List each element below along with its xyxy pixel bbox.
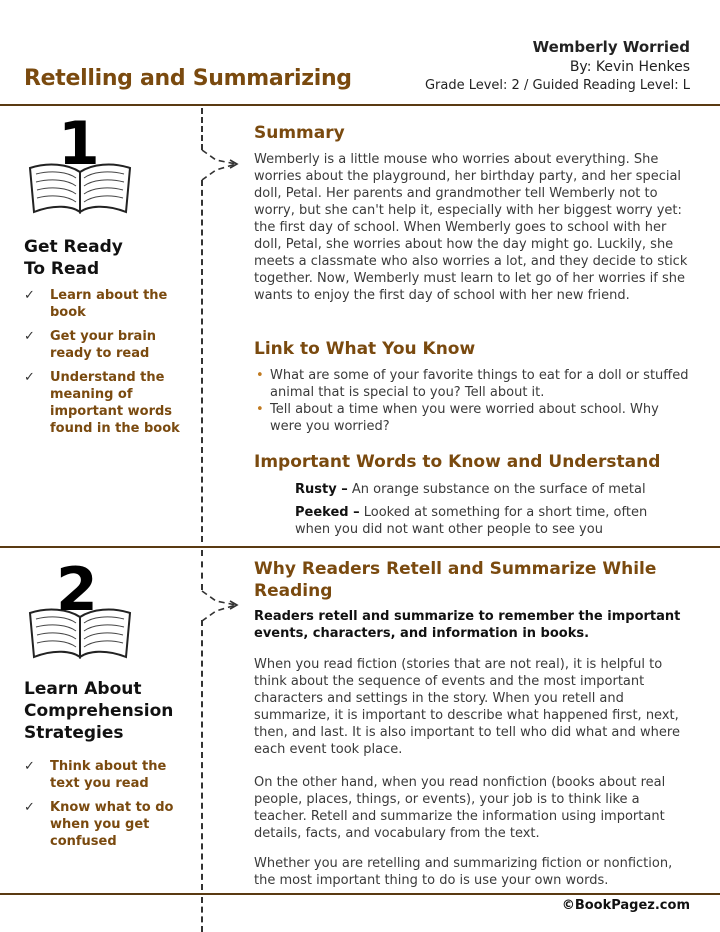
list-item: • What are some of your favorite things to eat for a doll or stuffed animal that is special to you? Tell about it. (254, 367, 694, 401)
arrow-chevron-icon (200, 589, 240, 623)
arrow-chevron-icon (200, 148, 240, 182)
step2-goals (24, 758, 194, 857)
why-heading-line: Why Readers Retell and Summarize While (254, 559, 657, 579)
link-heading: Link to What You Know (254, 339, 476, 359)
summary-heading: Summary (254, 123, 345, 143)
goal-item: ✓ Understand the meaning of important words found in the book (24, 370, 180, 436)
why-heading-line: Reading (254, 581, 333, 601)
page-title: Retelling and Summarizing (24, 66, 352, 91)
vertical-divider (201, 620, 203, 890)
word-definition: Peeked – Looked at something for a short time, often when you did not want other people to see you (295, 505, 648, 537)
check-icon: ✓ (24, 370, 35, 385)
vertical-divider (201, 180, 203, 542)
intro-text: Readers retell and summarize to remember the important events, characters, and information in books. (254, 609, 681, 641)
footer-divider (0, 893, 720, 895)
vertical-divider (201, 550, 203, 590)
words-heading: Important Words to Know and Understand (254, 452, 661, 472)
fiction-paragraph: When you read fiction (stories that are not real), it is helpful to think about the sequence of events and the most important characters and settings in the story. When you retell and summarize, it is important to describe what happened first, next, then, and last. It is also important to tell who did what and where each event took place. (254, 657, 680, 757)
check-icon: ✓ (24, 329, 35, 344)
step2-heading-line: Strategies (24, 723, 124, 743)
link-list (254, 367, 694, 435)
step-number: 2 (56, 555, 98, 625)
book-title: Wemberly Worried (532, 38, 690, 56)
nonfiction-paragraph: On the other hand, when you read nonfiction (books about real people, places, things, or events), your job is to think like a teacher. Retell and summarize the information using important details, facts, and vocabulary from the text. (254, 775, 666, 841)
why-heading (254, 558, 656, 602)
goal-item: ✓ Get your brain ready to read (24, 329, 157, 361)
step-number: 1 (58, 109, 100, 179)
step2-heading-line: Learn About (24, 679, 142, 699)
vertical-divider (201, 897, 203, 932)
vertical-divider (201, 108, 203, 150)
book-author: By: Kevin Henkes (569, 59, 690, 75)
header-divider (0, 104, 720, 106)
step2-heading-line: Comprehension (24, 701, 174, 721)
list-item: • Tell about a time when you were worried about school. Why were you worried? (254, 401, 694, 435)
closing-paragraph: Whether you are retelling and summarizing fiction or nonfiction, the most important thing to do is use your own words. (254, 856, 673, 888)
section-divider (0, 546, 720, 548)
word-definition: Rusty – An orange substance on the surface of metal (295, 482, 646, 497)
step1-heading (24, 236, 123, 280)
step1-heading-line: Get Ready (24, 237, 123, 257)
step1-heading-line: To Read (24, 259, 100, 279)
goal-item: ✓ Learn about the book (24, 288, 168, 320)
summary-text: Wemberly is a little mouse who worries about everything. She worries about the playground, her birthday party, and her special doll, Petal. Her parents and grandmother tell Wemberly not to worry, but she can't help it, especially with her biggest worry yet: the first day of school. When Wemberly goes to school with her doll, Petal, she worries about how the day might go. Luckily, she meets a classmate who also worries a lot, and they decide to stick together. Now, Wemberly must learn to let go of her worries if she wants to enjoy the first day of school with her new friend. (254, 152, 688, 303)
copyright-footer: ©BookPagez.com (561, 898, 690, 913)
goal-item: ✓ Think about the text you read (24, 759, 167, 791)
check-icon: ✓ (24, 759, 35, 774)
check-icon: ✓ (24, 800, 35, 815)
step1-goals (24, 287, 194, 444)
check-icon: ✓ (24, 288, 35, 303)
step2-heading (24, 678, 173, 744)
goal-item: ✓ Know what to do when you get confused (24, 800, 174, 849)
reading-level: Grade Level: 2 / Guided Reading Level: L (424, 78, 690, 93)
